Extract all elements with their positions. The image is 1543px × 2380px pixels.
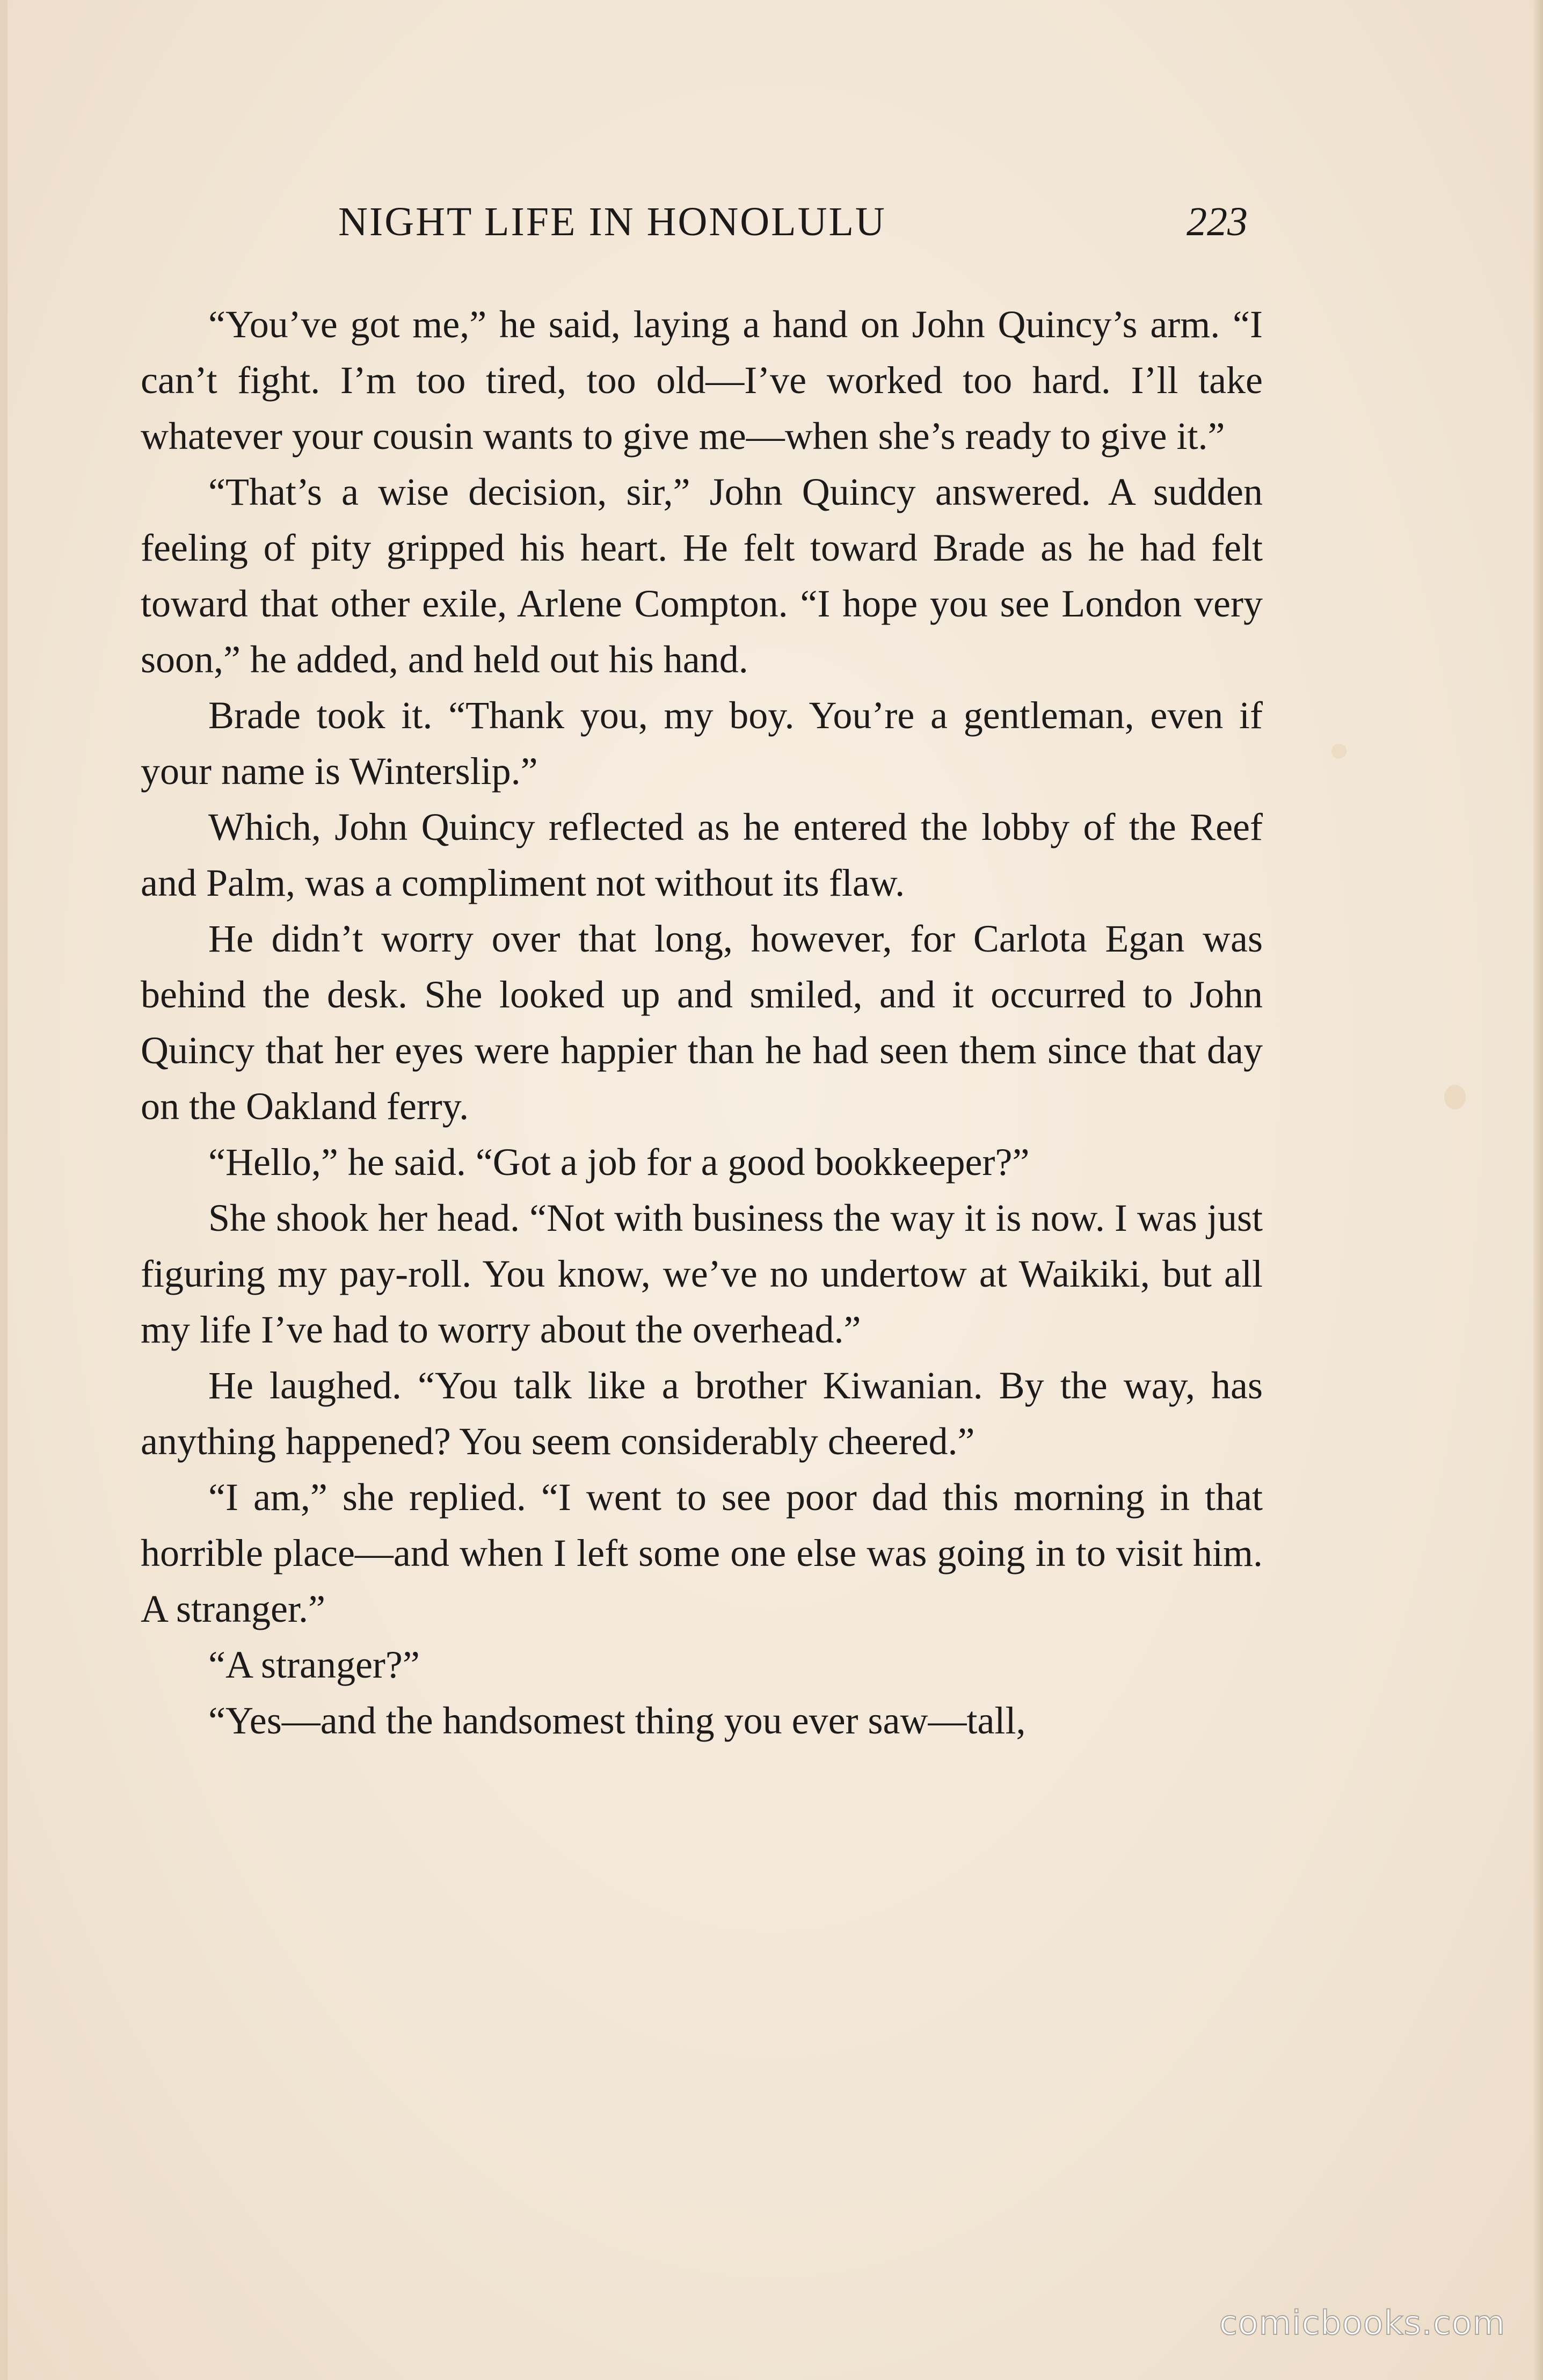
- paragraph: “I am,” she replied. “I went to see poor dad this morning in that horrible place—and when I left some one else was going in to visit him. A stranger.”: [141, 1476, 1263, 1630]
- watermark: comicbooks.com: [1219, 2303, 1505, 2342]
- paragraph: Which, John Quincy reflected as he entered the lobby of the Reef and Palm, was a compliment not without its flaw.: [141, 806, 1263, 904]
- paragraph: She shook her head. “Not with business the way it is now. I was just figuring my pay-roll. You know, we’ve no undertow at Waikiki, but all my life I’ve had to worry about the overhead.”: [141, 1196, 1263, 1351]
- paragraph: “A stranger?”: [208, 1643, 420, 1686]
- page-number: 223: [1187, 199, 1248, 244]
- paragraph: “That’s a wise decision, sir,” John Quincy answered. A sudden feeling of pity gripped his heart. He felt toward Brade as he had felt toward that other exile, Arlene Compton. “I hope you see London very soon,” he added, and held out his hand.: [141, 470, 1263, 681]
- paragraph: Brade took it. “Thank you, my boy. You’re a gentleman, even if your name is Winterslip.”: [141, 694, 1263, 793]
- running-title: NIGHT LIFE IN HONOLULU: [338, 199, 886, 244]
- paragraph: “Hello,” he said. “Got a job for a good bookkeeper?”: [208, 1141, 1030, 1184]
- page-right-edge: [1533, 0, 1543, 2380]
- paragraph: “You’ve got me,” he said, laying a hand on John Quincy’s arm. “I can’t fight. I’m too tired, too old—I’ve worked too hard. I’ll take whatever your cousin wants to give me—when she’s ready to give it.”: [141, 303, 1263, 458]
- body-text: [141, 296, 1263, 1748]
- paragraph: “Yes—and the handsomest thing you ever saw—tall,: [208, 1699, 1026, 1742]
- paragraph: He laughed. “You talk like a brother Kiwanian. By the way, has anything happened? You seem considerably cheered.”: [141, 1364, 1263, 1463]
- page-left-edge: [0, 0, 8, 2380]
- paper-stain: [1331, 744, 1347, 759]
- paragraph: He didn’t worry over that long, however, for Carlota Egan was behind the desk. She looked up and smiled, and it occurred to John Quincy that her eyes were happier than he had seen them since that day on the Oakland ferry.: [141, 917, 1263, 1128]
- paper-stain: [1444, 1085, 1466, 1109]
